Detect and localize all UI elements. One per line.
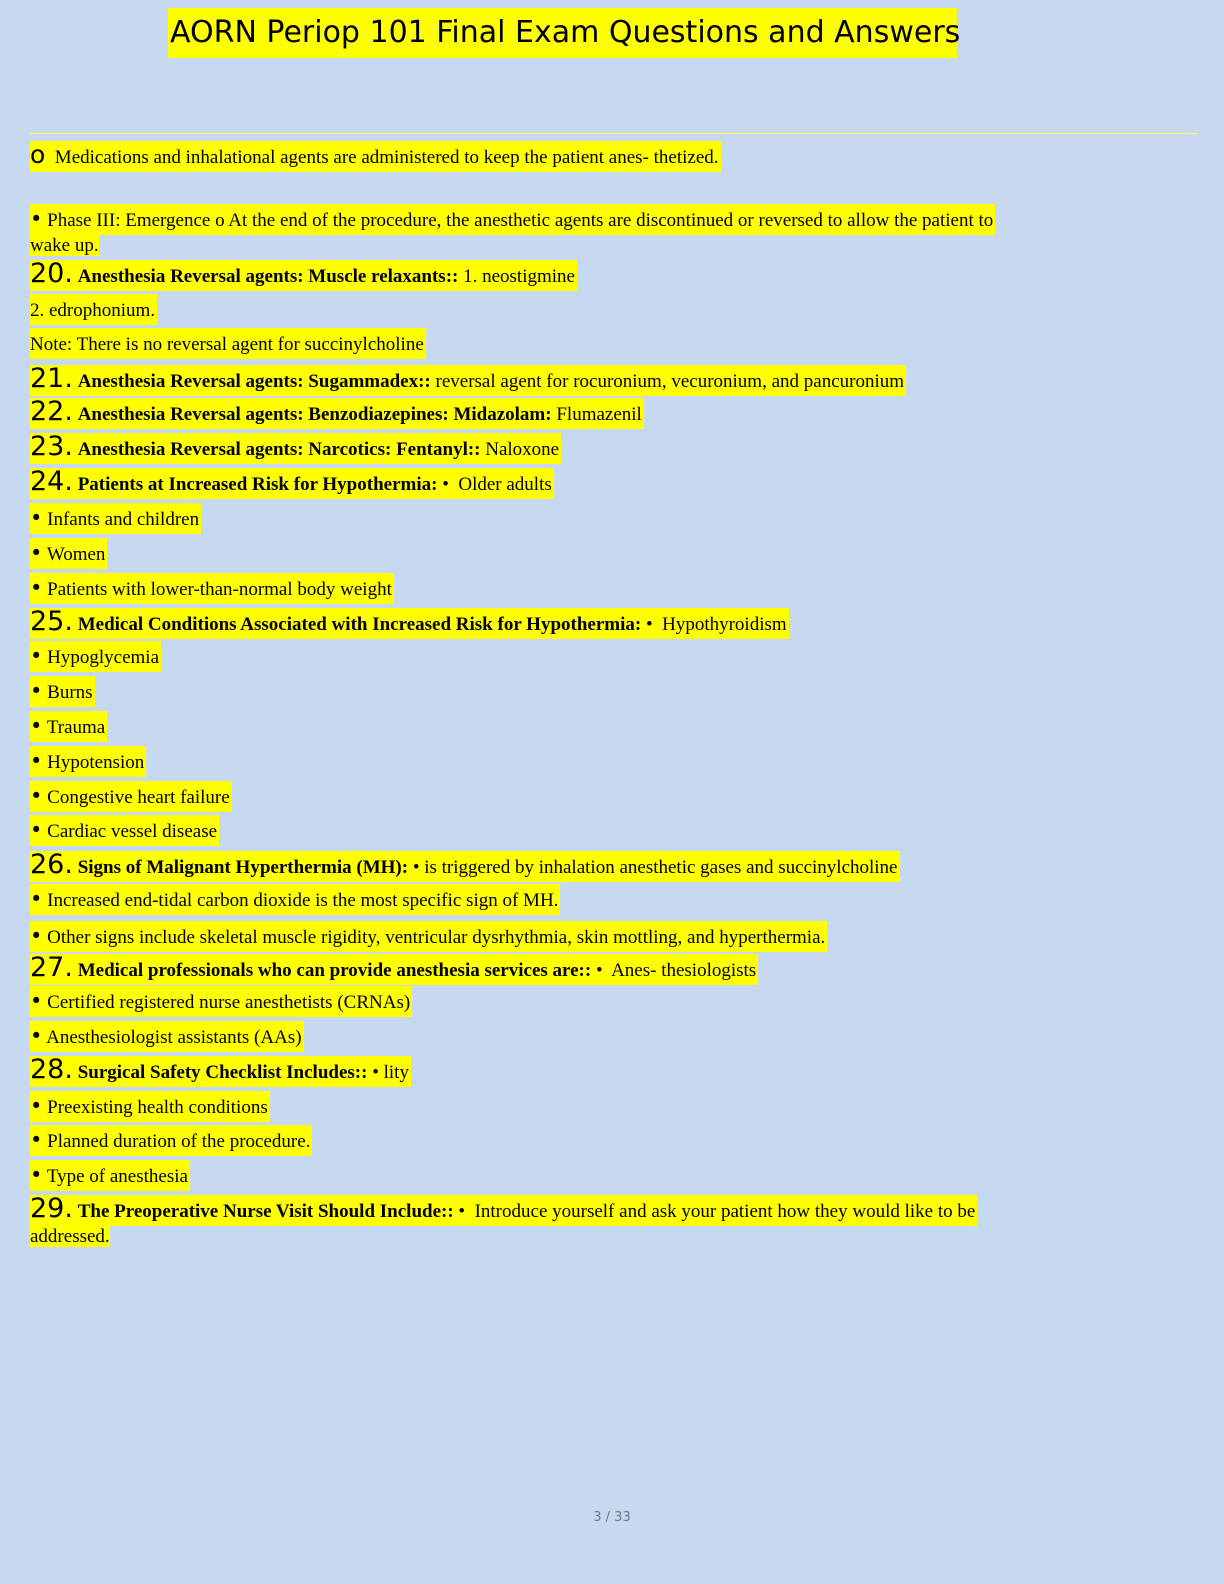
list-item: • Hypoglycemia (30, 644, 161, 669)
horizontal-rule (30, 133, 1198, 134)
list-item: • Hypotension (30, 749, 146, 774)
list-item: • Women (30, 541, 107, 566)
list-item-continuation: wake up. (30, 235, 99, 256)
list-item: • Anesthesiologist assistants (AAs) (30, 1024, 304, 1049)
answer-note: Note: There is no reversal agent for succinylcholine (30, 334, 426, 356)
answer-line: 2. edrophonium. (30, 300, 157, 322)
list-item: • Infants and children (30, 506, 201, 531)
list-item: • Increased end-tidal carbon dioxide is the most specific sign of MH. (30, 887, 560, 912)
list-item: • Burns (30, 679, 95, 704)
list-item: • Trauma (30, 714, 107, 739)
question-29: 29. The Preoperative Nurse Visit Should Include:: • Introduce yourself and ask your patient how they would like to be (30, 1193, 976, 1224)
list-item: o Medications and inhalational agents are administered to keep the patient anes- thetized. (30, 140, 721, 169)
question-26: 26. Signs of Malignant Hyperthermia (MH): • is triggered by inhalation anesthetic gases and succinylcholine (30, 849, 898, 880)
question-25: 25. Medical Conditions Associated with Increased Risk for Hypothermia: • Hypothyroidism (30, 606, 787, 637)
list-item: • Cardiac vessel disease (30, 818, 219, 843)
document-title: AORN Periop 101 Final Exam Questions and Answers (168, 8, 957, 58)
list-item: • Planned duration of the procedure. (30, 1128, 312, 1153)
list-item: • Phase III: Emergence o At the end of the procedure, the anesthetic agents are discontinued or reversed to allow the patient to (30, 207, 995, 232)
question-24: 24. Patients at Increased Risk for Hypothermia: • Older adults (30, 466, 552, 497)
question-27: 27. Medical professionals who can provide anesthesia services are:: • Anes- thesiologists (30, 952, 757, 983)
list-item: • Patients with lower-than-normal body weight (30, 576, 394, 601)
question-21: 21. Anesthesia Reversal agents: Sugammadex:: reversal agent for rocuronium, vecuronium, and pancuronium (30, 363, 905, 394)
question-28: 28. Surgical Safety Checklist Includes:: • lity (30, 1054, 409, 1085)
page-number: 3 / 33 (593, 1510, 631, 1525)
answer-continuation: addressed. (30, 1226, 110, 1247)
list-item: • Type of anesthesia (30, 1163, 190, 1188)
question-20: 20. Anesthesia Reversal agents: Muscle relaxants:: 1. neostigmine (30, 258, 575, 289)
list-item: • Preexisting health conditions (30, 1094, 270, 1119)
list-item: • Other signs include skeletal muscle rigidity, ventricular dysrhythmia, skin mottling, and hyperthermia. (30, 924, 827, 949)
list-item: • Certified registered nurse anesthetists (CRNAs) (30, 989, 412, 1014)
list-item: • Congestive heart failure (30, 784, 232, 809)
question-22: 22. Anesthesia Reversal agents: Benzodiazepines: Midazolam: Flumazenil (30, 396, 642, 427)
question-23: 23. Anesthesia Reversal agents: Narcotics: Fentanyl:: Naloxone (30, 431, 560, 462)
